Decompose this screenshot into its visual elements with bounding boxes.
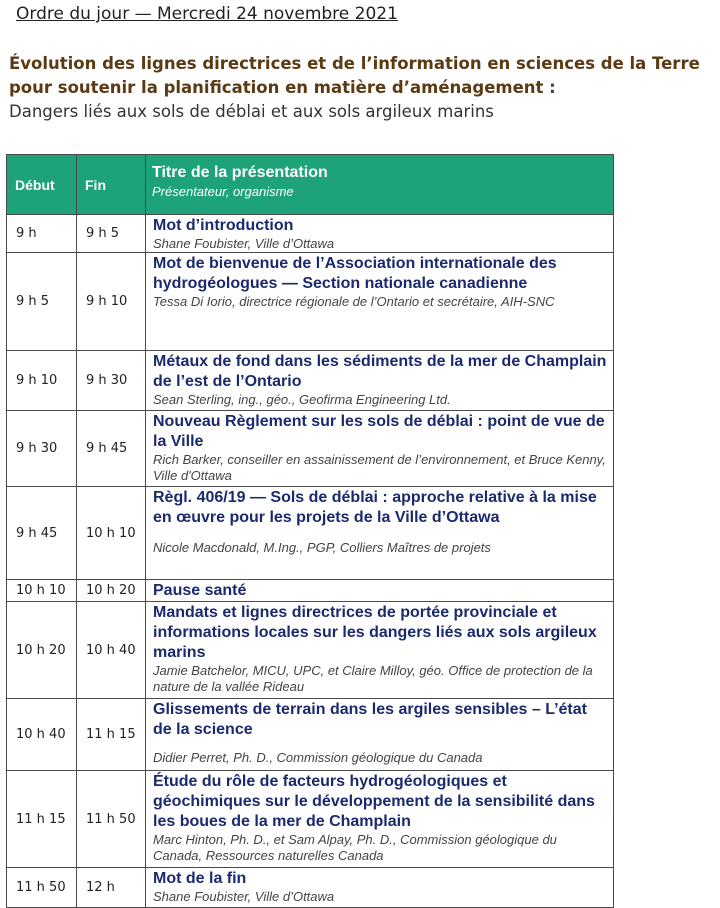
table-row (7, 868, 614, 908)
header-start: Début (7, 155, 77, 215)
table-row (7, 351, 614, 411)
row-end-time: 9 h 10 (77, 253, 146, 351)
header-title (146, 155, 614, 215)
row-start-time: 10 h 40 (7, 699, 77, 771)
agenda-table (6, 154, 614, 908)
talk-title: Étude du rôle de facteurs hydrogéologiques et géochimiques sur le développement de la sensibilité dans les boues de la mer de Champlain (153, 773, 595, 830)
row-start-time: 9 h 30 (7, 411, 77, 487)
row-end-time: 9 h 45 (77, 411, 146, 487)
row-title-cell (146, 771, 614, 868)
talk-presenter: Marc Hinton, Ph. D., et Sam Alpay, Ph. D., Commission géologique du Canada, Ressources naturelles Canada (153, 832, 557, 863)
talk-presenter: Sean Sterling, ing., géo., Geofirma Engineering Ltd. (153, 392, 451, 407)
row-title-cell (146, 487, 614, 580)
table-row (7, 771, 614, 868)
talk-presenter: Nicole Macdonald, M.Ing., PGP, Colliers Maîtres de projets (153, 540, 491, 555)
row-start-time: 9 h 5 (7, 253, 77, 351)
row-title-cell (146, 411, 614, 487)
talk-presenter: Shane Foubister, Ville d’Ottawa (153, 889, 335, 904)
row-start-time: 11 h 15 (7, 771, 77, 868)
talk-presenter: Shane Foubister, Ville d’Ottawa (153, 236, 335, 251)
row-title-cell (146, 868, 614, 908)
talk-title: Glissements de terrain dans les argiles sensibles – L’état de la science (153, 701, 587, 738)
talk-presenter: Jamie Batchelor, MICU, UPC, et Claire Milloy, géo. Office de protection de la nature de la vallée Rideau (153, 663, 593, 694)
row-title-cell (146, 253, 614, 351)
header-end: Fin (77, 155, 146, 215)
row-end-time: 9 h 5 (77, 215, 146, 253)
row-title-cell (146, 699, 614, 771)
row-start-time: 10 h 20 (7, 602, 77, 699)
row-start-time: 9 h 10 (7, 351, 77, 411)
table-row (7, 602, 614, 699)
agenda-heading (9, 52, 709, 124)
table-row (7, 411, 614, 487)
row-title-cell (146, 215, 614, 253)
talk-title: Mot de la fin (153, 870, 247, 887)
table-row (7, 215, 614, 253)
row-end-time: 11 h 50 (77, 771, 146, 868)
row-title-cell (146, 602, 614, 699)
table-row (7, 699, 614, 771)
talk-presenter: Didier Perret, Ph. D., Commission géologique du Canada (153, 750, 483, 765)
header-title-label: Titre de la présentation (152, 164, 328, 181)
agenda-header-row (7, 155, 614, 215)
row-start-time: 10 h 10 (7, 580, 77, 602)
row-start-time: 11 h 50 (7, 868, 77, 908)
table-row (7, 487, 614, 580)
row-end-time: 9 h 30 (77, 351, 146, 411)
talk-presenter: Tessa Di Iorio, directrice régionale de l’Ontario et secrétaire, AIH-SNC (153, 294, 555, 309)
agenda-date: Ordre du jour — Mercredi 24 novembre 2021 (16, 4, 398, 24)
talk-title: Nouveau Règlement sur les sols de déblai : point de vue de la Ville (153, 413, 605, 450)
row-end-time: 10 h 10 (77, 487, 146, 580)
talk-title: Métaux de fond dans les sédiments de la mer de Champlain de l’est de l’Ontario (153, 353, 607, 390)
talk-title: Mandats et lignes directrices de portée provinciale et informations locales sur les dangers liés aux sols argileux marins (153, 604, 597, 661)
agenda-heading-subtitle: Dangers liés aux sols de déblai et aux sols argileux marins (9, 102, 494, 121)
row-end-time: 10 h 20 (77, 580, 146, 602)
row-end-time: 12 h (77, 868, 146, 908)
talk-title: Pause santé (153, 582, 247, 599)
header-presenter-label: Présentateur, organisme (152, 184, 294, 199)
talk-presenter: Rich Barker, conseiller en assainissement de l’environnement, et Bruce Kenny, Ville d'Ottawa (153, 452, 606, 483)
talk-title: Mot de bienvenue de l’Association internationale des hydrogéologues — Section nationale canadienne (153, 255, 557, 292)
row-end-time: 11 h 15 (77, 699, 146, 771)
row-title-cell (146, 580, 614, 602)
talk-title: Mot d’introduction (153, 217, 294, 234)
talk-title: Règl. 406/19 — Sols de déblai : approche relative à la mise en œuvre pour les projets de la Ville d’Ottawa (153, 489, 597, 526)
table-row (7, 253, 614, 351)
row-start-time: 9 h 45 (7, 487, 77, 580)
row-end-time: 10 h 40 (77, 602, 146, 699)
agenda-heading-title: Évolution des lignes directrices et de l’information en sciences de la Terre pour soutenir la planification en matière d’aménagement : (9, 54, 700, 97)
row-title-cell (146, 351, 614, 411)
row-start-time: 9 h (7, 215, 77, 253)
table-row (7, 580, 614, 602)
